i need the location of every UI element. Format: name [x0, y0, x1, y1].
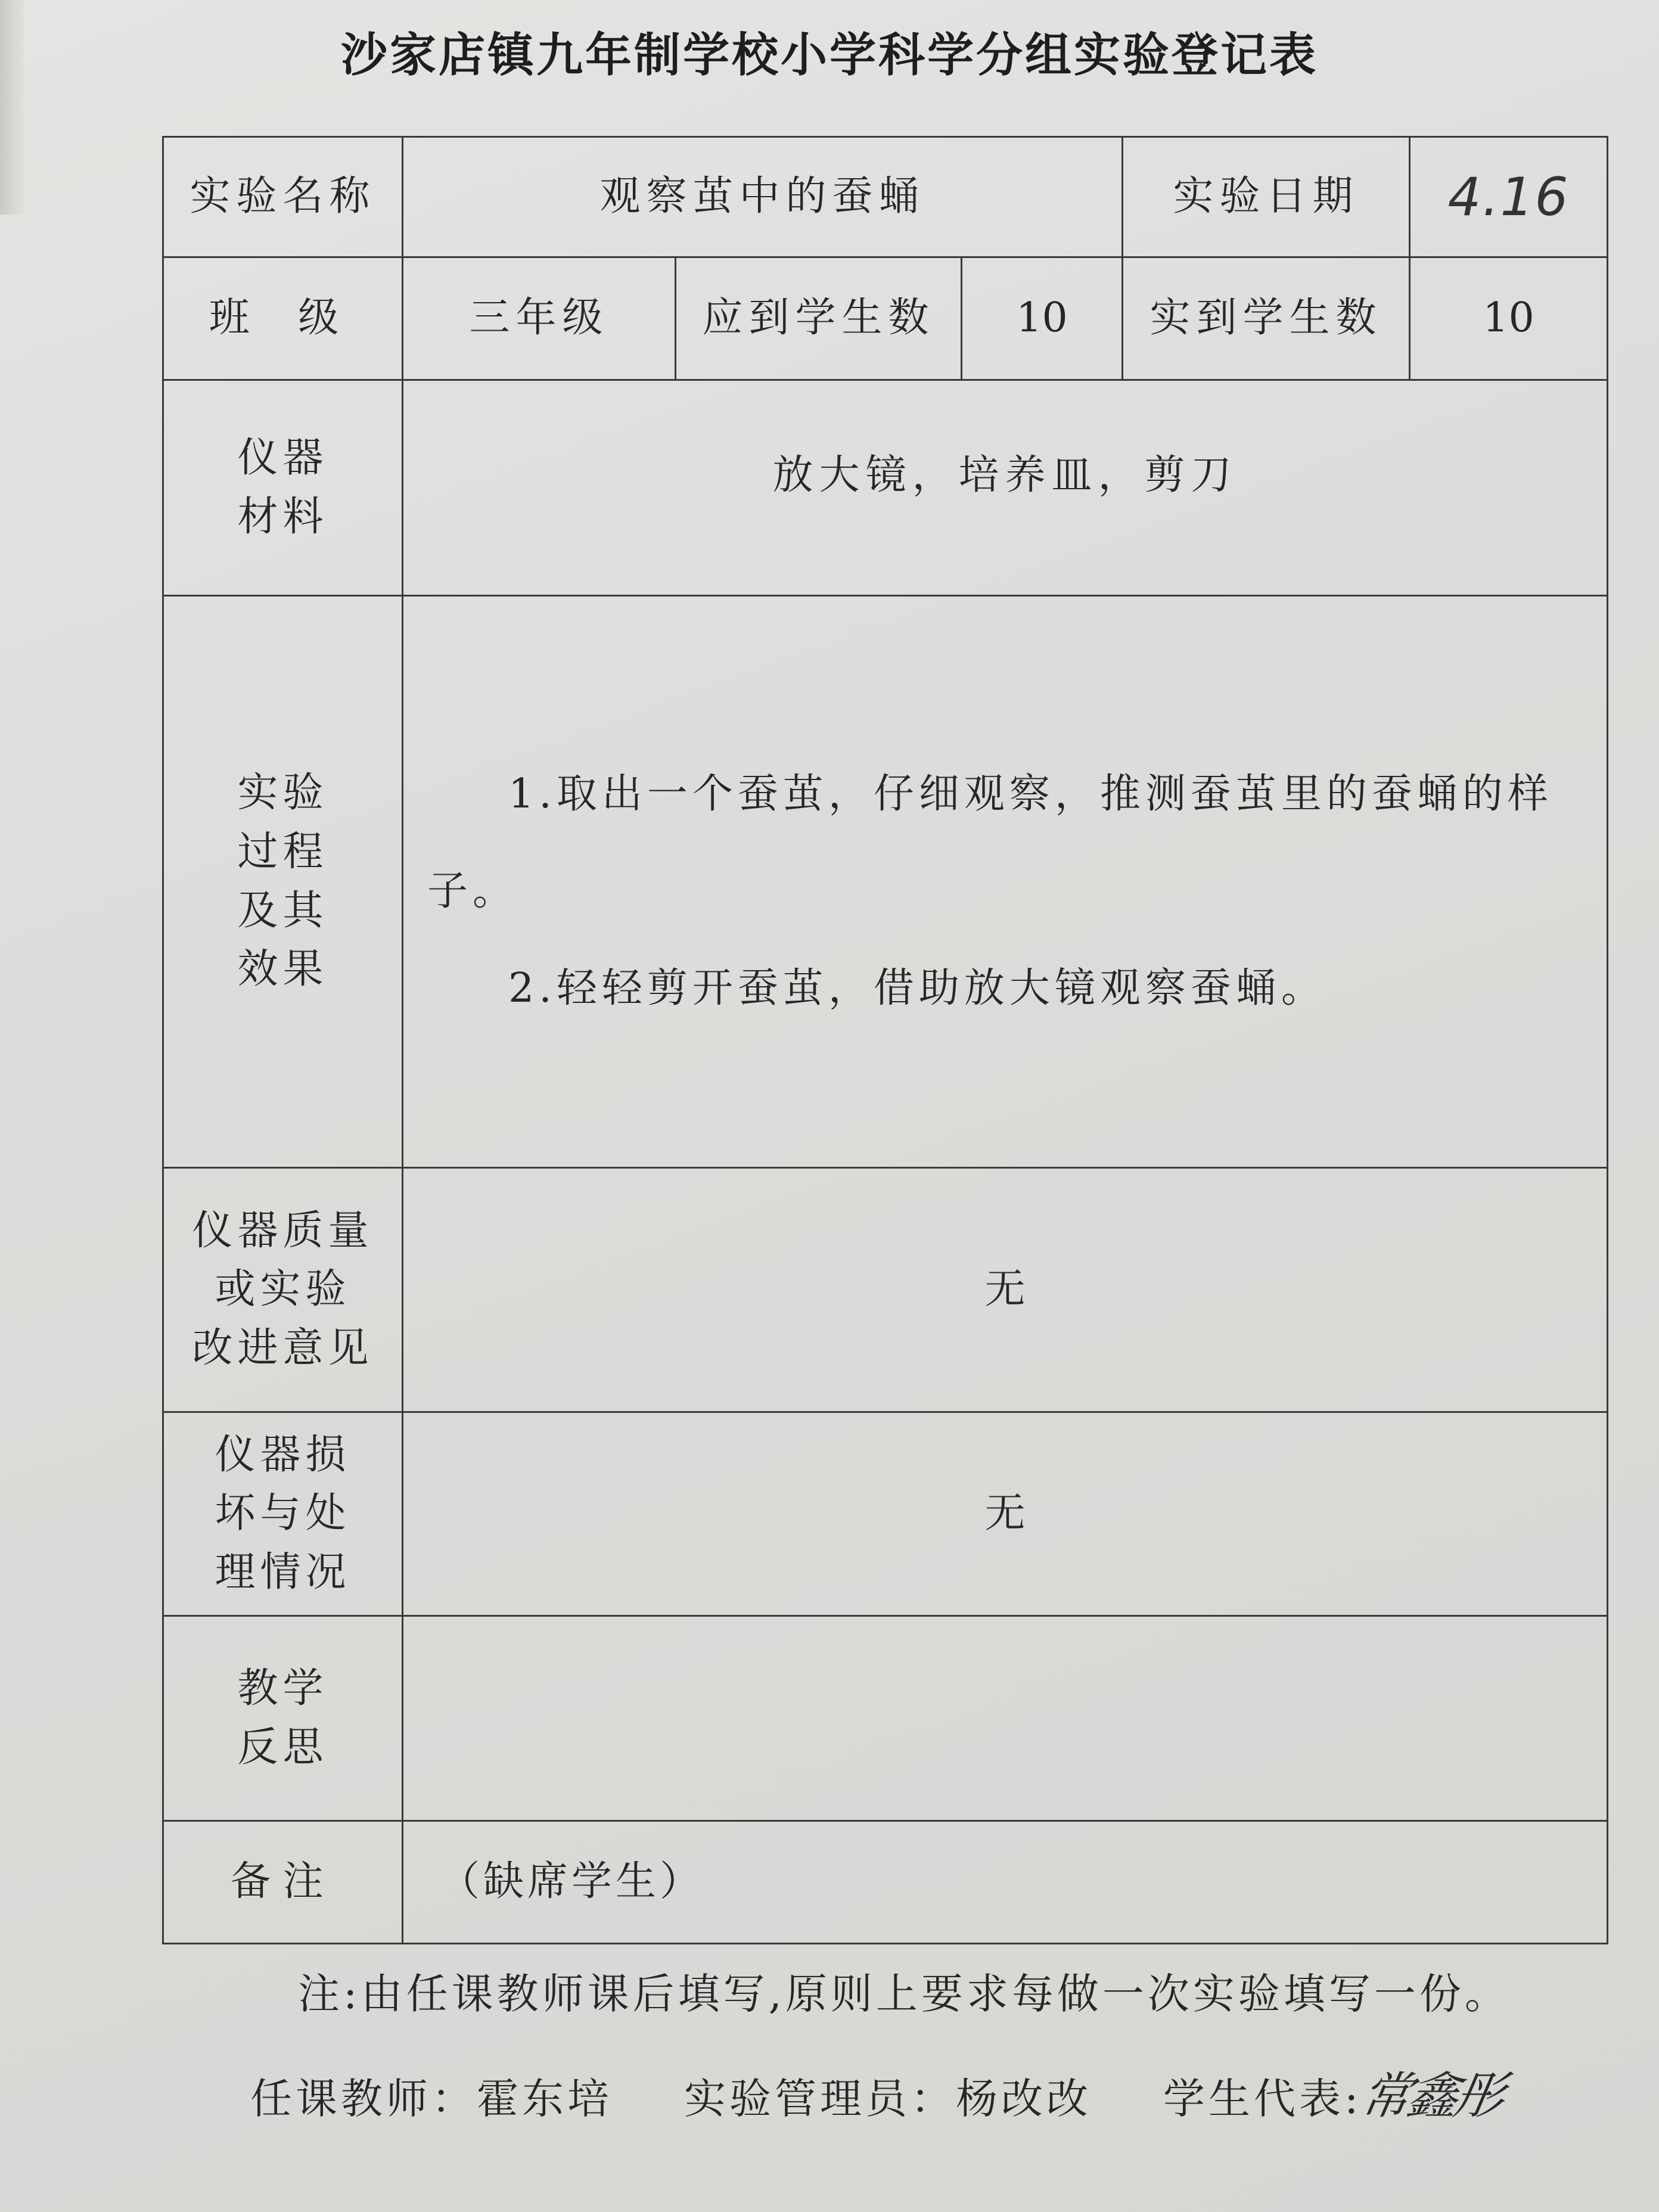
process-label-line1: 实验 [237, 769, 328, 817]
actual-students-label: 实到学生数 [1123, 257, 1410, 380]
damage-label-line1: 仪器损 [215, 1431, 351, 1478]
row-damage [163, 1412, 1608, 1616]
process-label [163, 596, 403, 1168]
reflection-field[interactable] [403, 1616, 1608, 1821]
row-process [163, 596, 1608, 1168]
class-field[interactable]: 三年级 [403, 257, 676, 380]
expected-students-label: 应到学生数 [676, 257, 962, 380]
row-experiment-name [163, 137, 1608, 257]
reflection-label [163, 1616, 403, 1821]
reflection-label-line2: 反思 [237, 1723, 328, 1771]
damage-field[interactable]: 无 [403, 1412, 1608, 1616]
damage-label [163, 1412, 403, 1616]
experiment-name-field[interactable]: 观察茧中的蚕蛹 [403, 137, 1123, 257]
experiment-date-field[interactable] [1410, 137, 1608, 257]
experiment-name-label: 实验名称 [163, 137, 403, 257]
process-field[interactable] [403, 596, 1608, 1168]
quality-label-line1: 仪器质量 [192, 1207, 374, 1254]
admin-label: 实验管理员： [684, 2074, 956, 2123]
equipment-label-line2: 材料 [237, 493, 328, 540]
remarks-label: 备注 [163, 1821, 403, 1944]
row-remarks [163, 1821, 1608, 1944]
signers-line [250, 2056, 1506, 2128]
expected-students-field[interactable]: 10 [962, 257, 1123, 380]
equipment-field[interactable]: 放大镜，培养皿，剪刀 [403, 380, 1608, 596]
student-rep-signature: 常鑫彤 [1356, 2067, 1506, 2125]
row-equipment [163, 380, 1608, 596]
reflection-label-line1: 教学 [237, 1664, 328, 1712]
experiment-register-table [162, 136, 1608, 1944]
equipment-label-line1: 仪器 [237, 434, 328, 481]
equipment-label [163, 380, 403, 596]
process-step-1: 1.取出一个蚕茧，仔细观察，推测蚕茧里的蚕蛹的样子。 [427, 771, 1553, 915]
footer-note: 注:由任课教师课后填写,原则上要求每做一次实验填写一份。 [298, 1969, 1510, 2018]
row-reflection [163, 1616, 1608, 1821]
row-quality [163, 1168, 1608, 1412]
process-label-line4: 效果 [237, 946, 328, 993]
process-label-line3: 及其 [237, 887, 328, 934]
student-rep-label: 学生代表: [1163, 2074, 1362, 2123]
teacher-name: 霍东培 [477, 2074, 613, 2123]
admin-name: 杨改改 [956, 2074, 1092, 2123]
damage-label-line3: 理情况 [215, 1548, 351, 1596]
experiment-date-value: 4.16 [1447, 166, 1570, 228]
quality-label-line3: 改进意见 [192, 1324, 374, 1372]
class-label: 班 级 [163, 257, 403, 380]
actual-students-field[interactable]: 10 [1410, 257, 1608, 380]
quality-label [163, 1168, 403, 1412]
form-title: 沙家店镇九年制学校小学科学分组实验登记表 [340, 29, 1318, 82]
teacher-label: 任课教师： [250, 2074, 477, 2123]
row-class [163, 257, 1608, 380]
quality-field[interactable]: 无 [403, 1168, 1608, 1412]
process-step-2: 2.轻轻剪开蚕茧，借助放大镜观察蚕蛹。 [508, 965, 1326, 1012]
experiment-date-label: 实验日期 [1123, 137, 1410, 257]
process-label-line2: 过程 [237, 828, 328, 875]
quality-label-line2: 或实验 [215, 1266, 351, 1313]
remarks-field[interactable]: （缺席学生） [403, 1821, 1608, 1944]
damage-label-line2: 坏与处 [215, 1490, 351, 1537]
